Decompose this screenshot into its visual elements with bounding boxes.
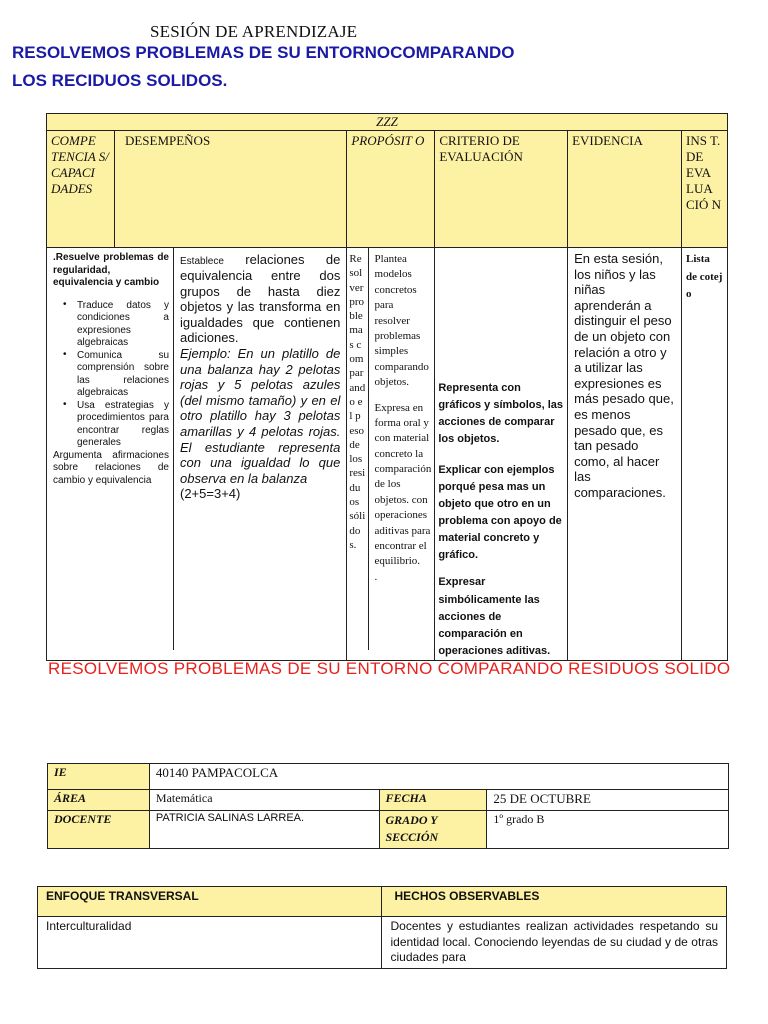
docente-label: DOCENTE	[48, 811, 150, 849]
header-proposito: PROPÓSIT O	[347, 131, 435, 248]
capacidad-item: • Traduce datos y condiciones a expresiones algebraicas	[63, 300, 169, 350]
ie-value: 40140 PAMPACOLCA	[149, 764, 728, 790]
capacidad-item: • Usa estrategias y procedimientos para encontrar reglas generales	[63, 400, 169, 450]
ie-label: IE	[48, 764, 150, 790]
header-evidencia: EVIDENCIA	[568, 131, 682, 248]
info-table	[47, 763, 729, 849]
grado-value: 1º grado B	[487, 811, 729, 849]
desempeno-text: relaciones de equivalencia entre dos grupos de hasta diez objetos y las transforma en igualdades que contienen adiciones.	[180, 252, 341, 346]
hechos-header: HECHOS OBSERVABLES	[382, 887, 727, 917]
fecha-value: 25 DE OCTUBRE	[487, 790, 729, 811]
header-instrumento: INS T. DE EVA LUA CIÓ N	[682, 131, 728, 248]
proposito-criterio-cell	[347, 248, 435, 661]
header-criterio: CRITERIO DE EVALUACIÓN	[435, 131, 568, 248]
competencia-desempeno-cell	[47, 248, 347, 661]
capacidad-item: • Comunica su comprensión sobre las relaciones algebraicas	[63, 350, 169, 400]
session-title: SESIÓN DE APRENDIZAJE	[150, 22, 358, 41]
evidencia-text: En esta sesión, los niños y las niñas aprenderán a distinguir el peso de un objeto con relación a otro y a utilizar las expresiones es más pesado que, es menos pesado que, es tan pesado como, al hacer las comparaciones.	[568, 248, 682, 661]
criterio-bold-1: Representa con gráficos y símbolos, las acciones de comparar los objetos.	[438, 382, 564, 446]
desempeno-example: Ejemplo: En un platillo de una balanza hay 2 pelotas rojas y 5 pelotas azules (del mismo tamaño) y en el otro platillo hay 3 pelotas amarillas y 4 pelotas rojas. El estudiante representa con una igualdad lo que observa en la balanza	[180, 345, 341, 486]
grado-label: GRADO Y SECCIÓN	[379, 811, 487, 849]
capacidad-last: Argumenta afirmaciones sobre relaciones de cambio y equivalencia	[53, 449, 169, 486]
area-value: Matemática	[149, 790, 379, 811]
session-table	[46, 113, 728, 661]
competencia-title: .Resuelve problemas de regularidad, equivalencia y cambio	[53, 252, 169, 288]
criterio-2: Expresa en forma oral y con material concreto la comparación de los objetos. con operaciones aditivas para encontrar el equilibrio.	[374, 401, 432, 568]
criterio-dot: .	[374, 570, 378, 583]
enfoque-header: ENFOQUE TRANSVERSAL	[38, 887, 382, 917]
capacidades-list	[53, 300, 169, 450]
instrumento-text: Lista de cotej o	[682, 248, 728, 661]
criterio-1: Plantea modelos concretos para resolver problemas simples comparando objetos.	[374, 253, 429, 389]
enfoque-table	[37, 886, 727, 969]
main-title-line1: RESOLVEMOS PROBLEMAS DE SU ENTORNOCOMPARANDO	[12, 43, 515, 62]
area-label: ÁREA	[48, 790, 150, 811]
docente-value: PATRICIA SALINAS LARREA.	[149, 811, 379, 849]
desempeno-small: Establece	[180, 256, 224, 267]
fecha-label: FECHA	[379, 790, 487, 811]
enfoque-value: Interculturalidad	[38, 917, 382, 969]
section-title-red: RESOLVEMOS PROBLEMAS DE SU ENTORNO COMPARANDO RESIDUOS SOLIDO	[48, 659, 731, 678]
proposito-text: Resolver problemas comparando el peso de los residuos sólidos.	[347, 248, 368, 650]
header-competencias: COMPE TENCIA S/ CAPACI DADES	[47, 131, 115, 248]
desempeno-equation: (2+5=3+4)	[180, 486, 241, 502]
main-title-line2: LOS RECIDUOS SOLIDOS.	[12, 71, 228, 90]
header-desempenos: DESEMPEÑOS	[114, 131, 346, 248]
hechos-value: Docentes y estudiantes realizan actividades respetando su identidad local. Conociendo leyendas de su ciudad y de otras ciudades para	[382, 917, 727, 969]
criterio-bold-3: Expresar simbólicamente las acciones de comparación en operaciones aditivas.	[438, 576, 551, 657]
criterio-bold-2: Explicar con ejemplos porqué pesa mas un objeto que otro en un problema con apoyo de material concreto y gráfico.	[438, 464, 562, 562]
zzz-label: ZZZ	[47, 114, 728, 131]
